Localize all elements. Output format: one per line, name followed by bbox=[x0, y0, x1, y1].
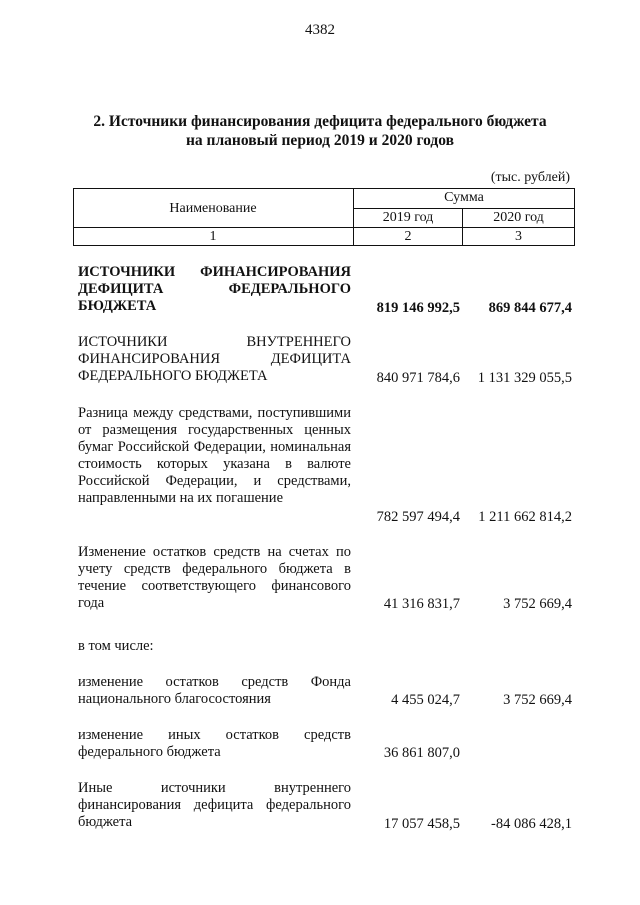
value-2019: 36 861 807,0 bbox=[383, 745, 460, 761]
column-number-1: 1 bbox=[209, 229, 217, 244]
row-name: в том числе: bbox=[78, 638, 154, 654]
table-row bbox=[78, 727, 575, 762]
column-number-3: 3 bbox=[515, 229, 522, 244]
value-2019: 819 146 992,5 bbox=[376, 300, 460, 316]
value-2020: 3 752 669,4 bbox=[503, 692, 572, 708]
value-2020: 869 844 677,4 bbox=[488, 300, 572, 316]
row-name: Разница между средствами, поступившими от размещения государственных ценных бумаг Российской Федерации, номинальная стоимость которых указана в валюте Российской Федерации, и средствами, направленными на их погашение bbox=[78, 405, 351, 506]
column-number-2: 2 bbox=[404, 229, 412, 244]
value-2020: 3 752 669,4 bbox=[503, 596, 572, 612]
value-2019: 17 057 458,5 bbox=[383, 816, 460, 832]
table-row bbox=[78, 264, 575, 317]
value-2019: 840 971 784,6 bbox=[376, 370, 460, 386]
value-2019: 4 455 024,7 bbox=[391, 692, 460, 708]
row-name: ИСТОЧНИКИ ФИНАНСИРОВАНИЯ ДЕФИЦИТА ФЕДЕРАЛЬНОГО БЮДЖЕТА bbox=[78, 264, 351, 314]
value-2020: -84 086 428,1 bbox=[491, 816, 572, 832]
value-2020: 1 211 662 814,2 bbox=[478, 509, 572, 525]
row-name: Изменение остатков средств на счетах по учету средств федерального бюджета в течение соответствующего финансового года bbox=[78, 544, 351, 611]
table-row bbox=[78, 780, 575, 833]
header-year-2019: 2019 год bbox=[382, 210, 434, 225]
table-row bbox=[78, 405, 575, 526]
row-name: ИСТОЧНИКИ ВНУТРЕННЕГО ФИНАНСИРОВАНИЯ ДЕФИЦИТА ФЕДЕРАЛЬНОГО БЮДЖЕТА bbox=[78, 334, 351, 384]
header-sum: Сумма bbox=[444, 190, 484, 205]
title-line-2: на плановый период 2019 и 2020 годов bbox=[186, 132, 454, 149]
header-year-2020: 2020 год bbox=[493, 210, 544, 225]
value-2019: 41 316 831,7 bbox=[383, 596, 460, 612]
header-name: Наименование bbox=[169, 201, 257, 216]
value-2020: 1 131 329 055,5 bbox=[477, 370, 572, 386]
row-name: изменение иных остатков средств федерального бюджета bbox=[78, 727, 351, 760]
table-row bbox=[78, 638, 575, 655]
table-row bbox=[78, 334, 575, 387]
table-row bbox=[78, 674, 575, 709]
row-name: Иные источники внутреннего финансирования дефицита федерального бюджета bbox=[78, 780, 351, 830]
table-header bbox=[73, 188, 575, 246]
table-row bbox=[78, 544, 575, 613]
divider-numbers bbox=[73, 227, 574, 228]
title-line-1: 2. Источники финансирования дефицита федерального бюджета bbox=[93, 113, 547, 130]
value-2019: 782 597 494,4 bbox=[376, 509, 460, 525]
section-title bbox=[60, 112, 580, 150]
unit-label: (тыс. рублей) bbox=[490, 170, 570, 185]
divider-sum bbox=[353, 208, 574, 209]
row-name: изменение остатков средств Фонда национального благосостояния bbox=[78, 674, 351, 707]
page-number: 4382 bbox=[305, 22, 335, 38]
